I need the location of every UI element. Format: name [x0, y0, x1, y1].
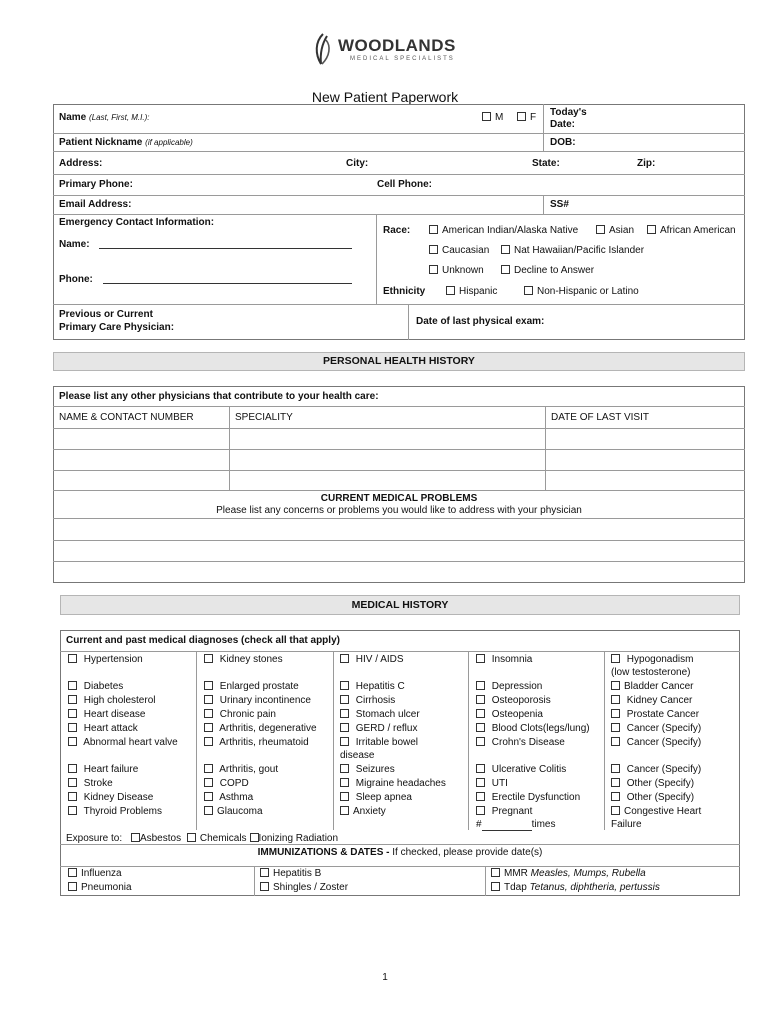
immunizations-heading: IMMUNIZATIONS & DATES - If checked, please provide date(s): [257, 847, 543, 858]
diagnosis-option[interactable]: UTI: [476, 778, 508, 790]
page-number: 1: [382, 972, 388, 983]
male-checkbox[interactable]: [482, 112, 491, 121]
diagnosis-option[interactable]: Cancer (Specify): [611, 723, 701, 735]
name-label: Name (Last, First, M.I.):: [59, 112, 150, 123]
logo-name: WOODLANDS: [338, 36, 456, 55]
diagnosis-option[interactable]: Other (Specify): [611, 792, 694, 804]
diagnosis-option[interactable]: Arthritis, degenerative: [204, 723, 317, 735]
diagnosis-option[interactable]: Erectile Dysfunction: [476, 792, 580, 804]
ethnicity-checkbox[interactable]: [524, 286, 533, 295]
diagnosis-option[interactable]: Heart failure: [68, 764, 138, 776]
immunization-checkbox[interactable]: [260, 882, 269, 891]
diagnosis-option[interactable]: Depression: [476, 681, 542, 693]
race-checkbox[interactable]: [501, 245, 510, 254]
ethnicity-option[interactable]: Non-Hispanic or Latino: [524, 286, 639, 298]
diagnosis-option[interactable]: Kidney stones: [204, 654, 283, 666]
diagnosis-checkbox[interactable]: [611, 709, 620, 718]
diagnosis-checkbox[interactable]: [476, 737, 485, 746]
dob-label: DOB:: [550, 137, 576, 148]
email-label: Email Address:: [59, 199, 132, 210]
diagnosis-option[interactable]: Hepatitis C: [340, 681, 405, 693]
diagnosis-option[interactable]: Insomnia: [476, 654, 532, 666]
diagnosis-checkbox[interactable]: [611, 695, 620, 704]
race-checkbox[interactable]: [429, 265, 438, 274]
diagnosis-option[interactable]: Cirrhosis: [340, 695, 395, 707]
race-label: Race:: [383, 225, 411, 236]
race-option[interactable]: Caucasian: [429, 245, 489, 257]
race-option[interactable]: Unknown: [429, 265, 484, 277]
diagnosis-checkbox[interactable]: [204, 778, 213, 787]
diagnosis-option[interactable]: Anxiety: [340, 806, 386, 818]
diagnosis-checkbox[interactable]: [340, 806, 349, 815]
diagnosis-option[interactable]: Diabetes: [68, 681, 123, 693]
pcp-label: Primary Care Physician:: [59, 322, 175, 333]
ec-name-field[interactable]: [99, 248, 352, 249]
diagnosis-checkbox[interactable]: [476, 806, 485, 815]
exposure-row: [66, 833, 338, 845]
diagnosis-option[interactable]: Heart disease: [68, 709, 145, 721]
diagnosis-checkbox[interactable]: [611, 723, 620, 732]
diagnosis-option[interactable]: Urinary incontinence: [204, 695, 311, 707]
diagnosis-checkbox[interactable]: [476, 723, 485, 732]
diagnosis-checkbox[interactable]: [340, 681, 349, 690]
diagnosis-option[interactable]: Cancer (Specify): [611, 764, 701, 776]
race-checkbox[interactable]: [429, 245, 438, 254]
diagnosis-option[interactable]: HIV / AIDS: [340, 654, 404, 666]
leaf-logo-icon: [312, 32, 334, 66]
diagnosis-option[interactable]: Arthritis, rheumatoid: [204, 737, 309, 749]
exposure-label: Exposure to:: [66, 833, 123, 844]
diagnosis-checkbox[interactable]: [340, 695, 349, 704]
diagnosis-option[interactable]: Osteopenia: [476, 709, 543, 721]
diagnosis-checkbox[interactable]: [204, 681, 213, 690]
diagnosis-option[interactable]: Hypertension: [68, 654, 143, 666]
diagnosis-option[interactable]: Enlarged prostate: [204, 681, 299, 693]
diagnosis-checkbox[interactable]: [611, 792, 620, 801]
diagnosis-checkbox[interactable]: [68, 695, 77, 704]
nickname-label: Patient Nickname (if applicable): [59, 137, 193, 148]
diagnosis-option[interactable]: Sleep apnea: [340, 792, 412, 804]
logo: [312, 30, 462, 70]
current-problems-subtitle: Please list any concerns or problems you would like to address with your physician: [216, 505, 582, 516]
personal-health-history-heading: PERSONAL HEALTH HISTORY: [53, 352, 745, 371]
race-option[interactable]: American Indian/Alaska Native: [429, 225, 578, 237]
diagnosis-option[interactable]: Congestive Heart: [611, 806, 701, 818]
immunization-option[interactable]: Shingles / Zoster: [260, 882, 348, 894]
diagnosis-checkbox[interactable]: [611, 681, 620, 690]
ethnicity-checkbox[interactable]: [446, 286, 455, 295]
emergency-contact-label: Emergency Contact Information:: [59, 217, 215, 228]
diagnosis-checkbox[interactable]: [204, 737, 213, 746]
pcp-label: Previous or Current: [59, 309, 153, 320]
last-exam-label: Date of last physical exam:: [416, 316, 545, 327]
race-checkbox[interactable]: [501, 265, 510, 274]
diagnosis-option[interactable]: Seizures: [340, 764, 395, 776]
diagnoses-prompt: Current and past medical diagnoses (check all that apply): [66, 635, 340, 646]
immunization-option[interactable]: Hepatitis B: [260, 868, 321, 880]
diagnosis-checkbox[interactable]: [340, 764, 349, 773]
diagnosis-option[interactable]: Ulcerative Colitis: [476, 764, 566, 776]
immunization-checkbox[interactable]: [260, 868, 269, 877]
diagnosis-checkbox[interactable]: [476, 792, 485, 801]
diagnosis-checkbox[interactable]: [340, 723, 349, 732]
diagnosis-option[interactable]: Blood Clots(legs/lung): [476, 723, 590, 735]
cell-phone-label: Cell Phone:: [377, 179, 433, 190]
race-checkbox[interactable]: [596, 225, 605, 234]
page-title: New Patient Paperwork: [311, 89, 459, 105]
diagnosis-checkbox[interactable]: [611, 654, 620, 663]
exposure-checkbox[interactable]: [187, 833, 196, 842]
race-option[interactable]: Decline to Answer: [501, 265, 594, 277]
diagnosis-option[interactable]: Osteoporosis: [476, 695, 551, 707]
diagnosis-option[interactable]: Migraine headaches: [340, 778, 446, 790]
immunization-checkbox[interactable]: [68, 882, 77, 891]
diagnosis-checkbox[interactable]: [68, 764, 77, 773]
diagnosis-checkbox[interactable]: [611, 806, 620, 815]
immunization-option[interactable]: MMR Measles, Mumps, Rubella: [491, 868, 646, 880]
diagnosis-option[interactable]: COPD: [204, 778, 249, 790]
diagnosis-option[interactable]: Kidney Cancer: [611, 695, 692, 707]
diagnosis-option[interactable]: Hypogonadism: [611, 654, 694, 666]
diagnosis-checkbox[interactable]: [476, 681, 485, 690]
todays-label: Today's: [550, 107, 587, 118]
current-problems-title: CURRENT MEDICAL PROBLEMS: [320, 493, 478, 504]
medical-history-heading: MEDICAL HISTORY: [60, 595, 740, 615]
diagnosis-checkbox[interactable]: [204, 764, 213, 773]
diagnosis-checkbox[interactable]: [68, 792, 77, 801]
address-label: Address:: [59, 158, 103, 169]
diagnosis-option[interactable]: Stroke: [68, 778, 113, 790]
pregnancy-count-field[interactable]: # times: [476, 819, 556, 830]
diagnosis-option[interactable]: Cancer (Specify): [611, 737, 701, 749]
diagnosis-checkbox[interactable]: [204, 792, 213, 801]
diagnosis-checkbox[interactable]: [204, 709, 213, 718]
ethnicity-label: Ethnicity: [383, 286, 426, 297]
diagnosis-option[interactable]: Abnormal heart valve: [68, 737, 178, 749]
immunization-checkbox[interactable]: [68, 868, 77, 877]
column-header: NAME & CONTACT NUMBER: [59, 412, 194, 423]
diagnosis-checkbox[interactable]: [340, 778, 349, 787]
diagnosis-checkbox[interactable]: [68, 654, 77, 663]
state-label: State:: [532, 158, 560, 169]
ec-phone-field[interactable]: [103, 283, 352, 284]
diagnosis-option[interactable]: Asthma: [204, 792, 253, 804]
diagnosis-checkbox[interactable]: [611, 737, 620, 746]
exposure-checkbox[interactable]: [250, 833, 259, 842]
diagnosis-option[interactable]: Heart attack: [68, 723, 138, 735]
female-checkbox[interactable]: [517, 112, 526, 121]
exposure-option[interactable]: Asbestos: [139, 833, 182, 844]
ec-name-label: Name:: [59, 239, 90, 250]
diagnosis-option[interactable]: High cholesterol: [68, 695, 156, 707]
diagnosis-checkbox[interactable]: [68, 737, 77, 746]
diagnosis-checkbox[interactable]: [68, 681, 77, 690]
diagnosis-checkbox[interactable]: [611, 764, 620, 773]
diagnosis-checkbox[interactable]: [340, 737, 349, 746]
diagnosis-option-continued: disease: [340, 750, 375, 761]
diagnosis-option[interactable]: Crohn's Disease: [476, 737, 565, 749]
diagnosis-checkbox[interactable]: [204, 806, 213, 815]
diagnosis-option[interactable]: Pregnant: [476, 806, 532, 818]
ssn-label: SS#: [550, 199, 569, 210]
diagnosis-option[interactable]: Arthritis, gout: [204, 764, 278, 776]
diagnosis-checkbox[interactable]: [476, 695, 485, 704]
diagnosis-option-continued: Failure: [611, 819, 642, 830]
diagnosis-option[interactable]: Thyroid Problems: [68, 806, 162, 818]
diagnosis-checkbox[interactable]: [204, 654, 213, 663]
diagnosis-option[interactable]: Irritable bowel: [340, 737, 418, 749]
diagnosis-checkbox[interactable]: [340, 654, 349, 663]
race-checkbox[interactable]: [429, 225, 438, 234]
city-label: City:: [346, 158, 369, 169]
diagnosis-option[interactable]: Glaucoma: [204, 806, 263, 818]
exposure-checkbox[interactable]: [131, 833, 140, 842]
race-checkbox[interactable]: [647, 225, 656, 234]
diagnosis-option[interactable]: GERD / reflux: [340, 723, 417, 735]
ethnicity-option[interactable]: Hispanic: [446, 286, 497, 298]
diagnosis-checkbox[interactable]: [476, 709, 485, 718]
race-option[interactable]: Nat Hawaiian/Pacific Islander: [501, 245, 644, 257]
diagnosis-checkbox[interactable]: [68, 778, 77, 787]
diagnosis-checkbox[interactable]: [611, 778, 620, 787]
diagnosis-checkbox[interactable]: [68, 723, 77, 732]
diagnosis-option[interactable]: Other (Specify): [611, 778, 694, 790]
immunization-option[interactable]: Pneumonia: [68, 882, 132, 894]
diagnosis-option[interactable]: Prostate Cancer: [611, 709, 699, 721]
column-header: DATE OF LAST VISIT: [551, 412, 649, 423]
race-option[interactable]: Asian: [596, 225, 634, 237]
ec-phone-label: Phone:: [59, 274, 93, 285]
sex-male-option[interactable]: M: [482, 112, 503, 124]
diagnosis-checkbox[interactable]: [68, 709, 77, 718]
diagnosis-checkbox[interactable]: [204, 723, 213, 732]
date-label: Date:: [550, 119, 576, 130]
column-header: SPECIALITY: [235, 412, 293, 423]
zip-label: Zip:: [637, 158, 656, 169]
immunization-checkbox[interactable]: [491, 868, 500, 877]
diagnosis-option-continued: (low testosterone): [611, 667, 691, 678]
physicians-prompt: Please list any other physicians that contribute to your health care:: [59, 391, 379, 402]
diagnosis-checkbox[interactable]: [68, 806, 77, 815]
diagnosis-checkbox[interactable]: [476, 778, 485, 787]
exposure-option[interactable]: Chemicals: [199, 833, 247, 844]
diagnosis-checkbox[interactable]: [476, 764, 485, 773]
diagnosis-option[interactable]: Bladder Cancer: [611, 681, 693, 693]
diagnosis-option[interactable]: Stomach ulcer: [340, 709, 420, 721]
immunization-checkbox[interactable]: [491, 882, 500, 891]
exposure-option[interactable]: Ionizing Radiation: [258, 833, 339, 844]
immunization-option[interactable]: Influenza: [68, 868, 122, 880]
diagnosis-checkbox[interactable]: [340, 792, 349, 801]
race-option[interactable]: African American: [647, 225, 736, 237]
diagnosis-option[interactable]: Chronic pain: [204, 709, 276, 721]
primary-phone-label: Primary Phone:: [59, 179, 133, 190]
diagnosis-checkbox[interactable]: [476, 654, 485, 663]
sex-female-option[interactable]: F: [517, 112, 536, 124]
diagnosis-option[interactable]: Kidney Disease: [68, 792, 153, 804]
logo-subtitle: MEDICAL SPECIALISTS: [350, 56, 455, 62]
diagnosis-checkbox[interactable]: [204, 695, 213, 704]
immunization-option[interactable]: Tdap Tetanus, diphtheria, pertussis: [491, 882, 660, 894]
diagnosis-checkbox[interactable]: [340, 709, 349, 718]
